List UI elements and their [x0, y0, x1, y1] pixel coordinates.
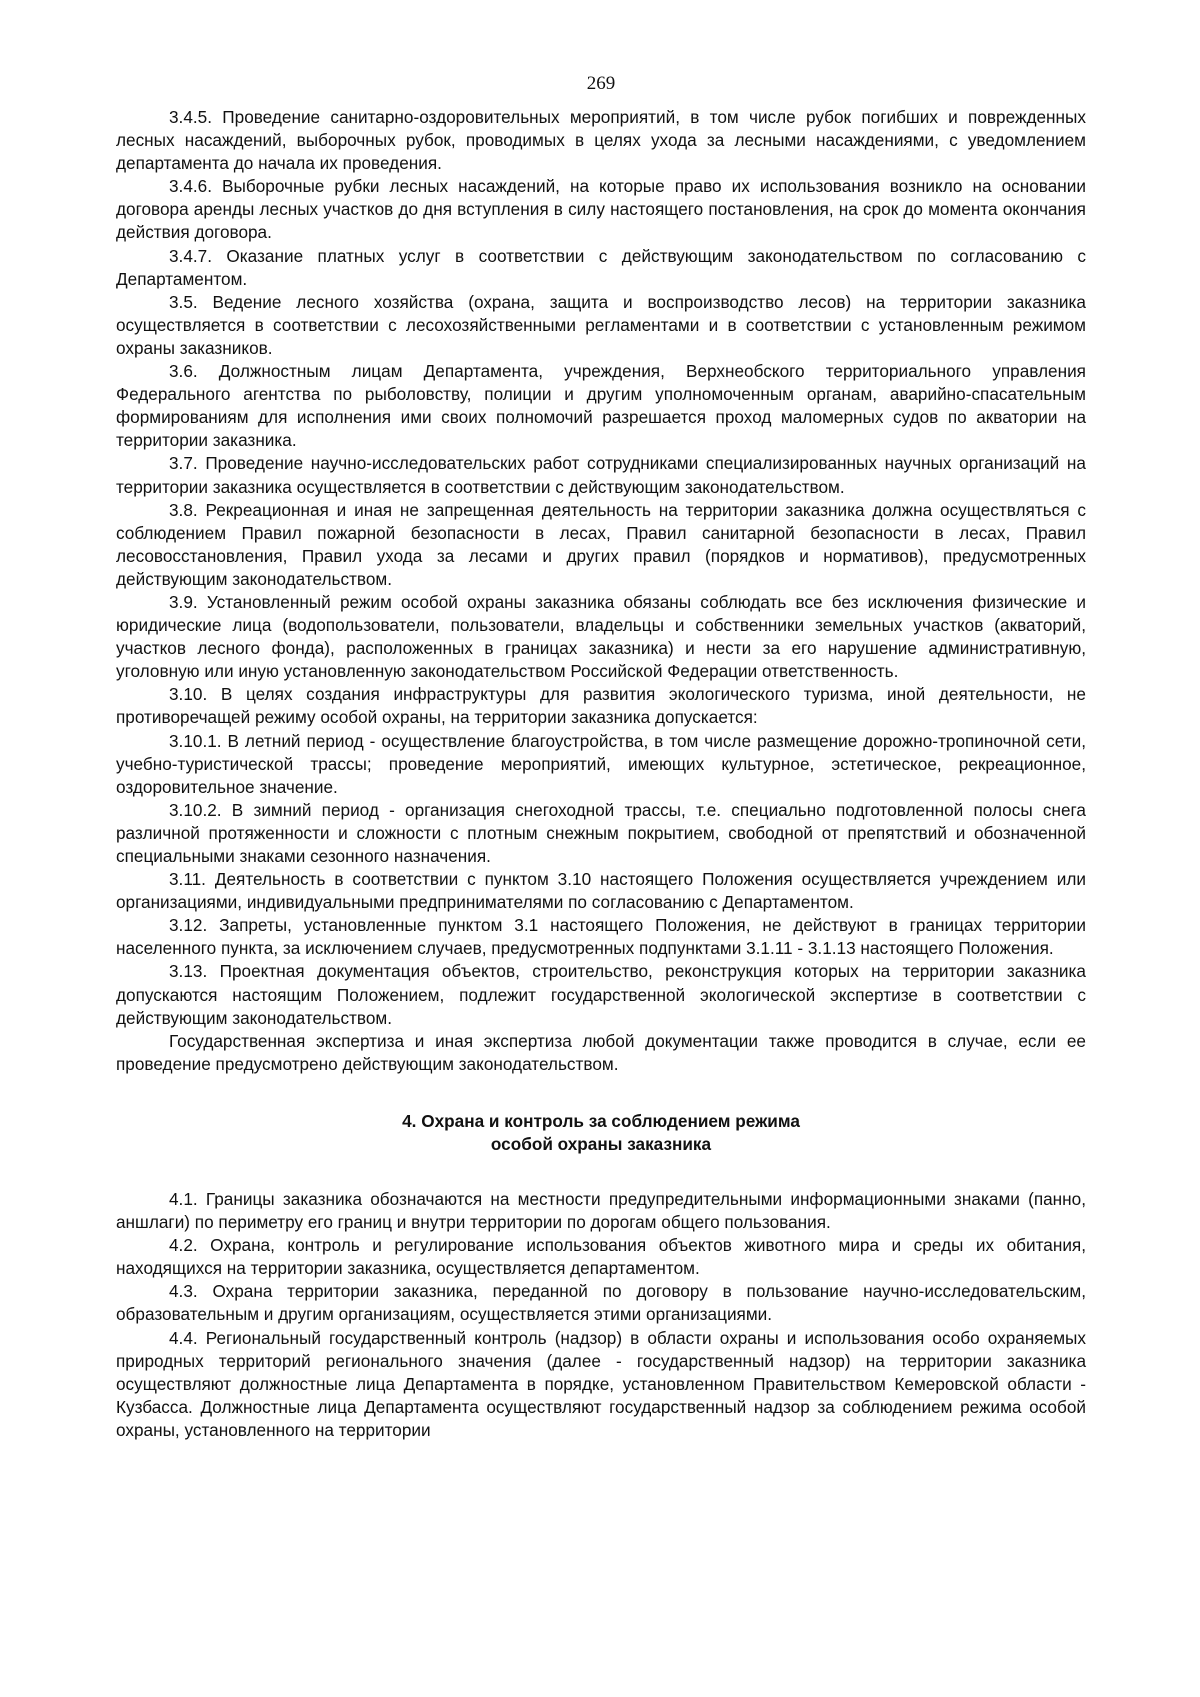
body-text-section-4 — [116, 1188, 1086, 1442]
paragraph-3-11: 3.11. Деятельность в соответствии с пунктом 3.10 настоящего Положения осуществляется учреждением или организациями, индивидуальными предпринимателями по согласованию с Департаментом. — [116, 869, 1086, 913]
paragraph-3-10: 3.10. В целях создания инфраструктуры для развития экологического туризма, иной деятельности, не противоречащей режиму особой охраны, на территории заказника допускается: — [116, 684, 1086, 728]
paragraph-expertise: Государственная экспертиза и иная экспертиза любой документации также проводится в случае, если ее проведение предусмотрено действующим законодательством. — [116, 1030, 1086, 1074]
section-4-heading-line1: 4. Охрана и контроль за соблюдением режима — [402, 1110, 800, 1131]
paragraph-3-12: 3.12. Запреты, установленные пунктом 3.1 настоящего Положения, не действуют в границах территории населенного пункта, за исключением случаев, предусмотренных подпунктами 3.1.11 - 3.1.13 настоящего Положения. — [116, 915, 1086, 959]
paragraph-3-13: 3.13. Проектная документация объектов, строительство, реконструкция которых на территории заказника допускаются настоящим Положением, подлежит государственной экологической экспертизе в соответствии с действующим законодательством. — [116, 961, 1086, 1028]
paragraph-3-6: 3.6. Должностным лицам Департамента, учреждения, Верхнеобского территориального управления Федерального агентства по рыболовству, полиции и другим уполномоченным органам, аварийно-спасательным формированиям для исполнения ими своих полномочий разрешается проход маломерных судов по акватории на территории заказника. — [116, 361, 1086, 451]
paragraph-4-4: 4.4. Региональный государственный контроль (надзор) в области охраны и использования особо охраняемых природных территорий регионального значения (далее - государственный надзор) на территории заказника осуществляют должностные лица Департамента в порядке, установленном Правительством Кемеровской области - Кузбасса. Должностные лица Департамента осуществляют государственный надзор за соблюдением режима особой охраны, установленного на территории — [116, 1327, 1086, 1440]
paragraph-3-4-6: 3.4.6. Выборочные рубки лесных насаждений, на которые право их использования возникло на основании договора аренды лесных участков до дня вступления в силу настоящего постановления, на срок до момента окончания действия договора. — [116, 176, 1086, 243]
paragraph-4-3: 4.3. Охрана территории заказника, переданной по договору в пользование научно-исследовательским, образовательным и другим организациям, осуществляется этими организациями. — [116, 1281, 1086, 1325]
paragraph-3-7: 3.7. Проведение научно-исследовательских работ сотрудниками специализированных научных организаций на территории заказника осуществляется в соответствии с действующим законодательством. — [116, 453, 1086, 497]
body-text-top — [116, 106, 1086, 1076]
paragraph-3-8: 3.8. Рекреационная и иная не запрещенная деятельность на территории заказника должна осуществляться с соблюдением Правил пожарной безопасности в лесах, Правил санитарной безопасности в лесах, Правил лесовосстановления, Правил ухода за лесами и других правил (порядков и нормативов), предусмотренных действующим законодательством. — [116, 499, 1086, 589]
paragraph-3-10-2: 3.10.2. В зимний период - организация снегоходной трассы, т.е. специально подготовленной полосы снега различной протяженности и сложности с плотным снежным покрытием, свободной от препятствий и обозначенной специальными знаками сезонного назначения. — [116, 799, 1086, 866]
paragraph-3-5: 3.5. Ведение лесного хозяйства (охрана, защита и воспроизводство лесов) на территории заказника осуществляется в соответствии с лесохозяйственными регламентами и в соответствии с установленным режимом охраны заказников. — [116, 291, 1086, 358]
paragraph-4-1: 4.1. Границы заказника обозначаются на местности предупредительными информационными знаками (панно, аншлаги) по периметру его границ и внутри территории по дорогам общего пользования. — [116, 1188, 1086, 1233]
paragraph-3-10-1: 3.10.1. В летний период - осуществление благоустройства, в том числе размещение дорожно-тропиночной сети, учебно-туристической трассы; проведение мероприятий, имеющих культурное, эстетическое, рекреационное, оздоровительное значение. — [116, 730, 1086, 797]
section-4-heading — [116, 1110, 1086, 1156]
page-number: 269 — [586, 73, 616, 94]
paragraph-3-4-5: 3.4.5. Проведение санитарно-оздоровительных мероприятий, в том числе рубок погибших и поврежденных лесных насаждений, выборочных рубок, проводимых в целях ухода за лесными насаждениями, с уведомлением департамента до начала их проведения. — [116, 107, 1086, 174]
section-4-heading-line2: особой охраны заказника — [490, 1133, 712, 1154]
paragraph-3-9: 3.9. Установленный режим особой охраны заказника обязаны соблюдать все без исключения физические и юридические лица (водопользователи, пользователи, владельцы и собственники земельных участков (акваторий, участков лесного фонда), расположенных в границах заказника) и нести за его нарушение административную, уголовную или иную установленную законодательством Российской Федерации ответственность. — [116, 591, 1086, 682]
paragraph-3-4-7: 3.4.7. Оказание платных услуг в соответствии с действующим законодательством по согласованию с Департаментом. — [116, 245, 1086, 289]
paragraph-4-2: 4.2. Охрана, контроль и регулирование использования объектов животного мира и среды их обитания, находящихся на территории заказника, осуществляется департаментом. — [116, 1235, 1086, 1279]
